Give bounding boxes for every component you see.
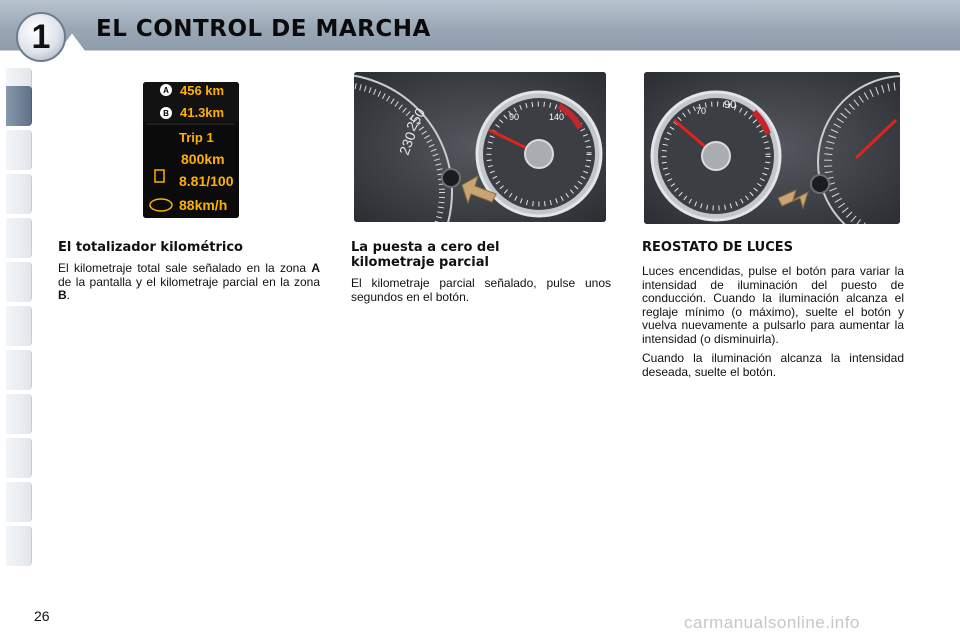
chapter-tab[interactable]: [6, 306, 32, 346]
section-heading: La puesta a cero del kilometraje parcial: [351, 240, 500, 270]
section-body: Luces encendidas, pulse el botón para variar la intensidad de iluminación del puesto de conducción. Cuando la iluminación alcanza el reglaje mínimo (o máximo), suelte el botón y vuelva nuevamente a pulsarlo para aumentar la intensidad (o disminuirla).: [642, 264, 904, 346]
display-partial-km: 41.3km: [180, 105, 225, 120]
body-text: El kilometraje total sale señalado en la zona: [58, 261, 312, 275]
chapter-tab[interactable]: [6, 350, 32, 390]
rheostat-button: [811, 175, 829, 193]
page-number: 26: [34, 608, 50, 624]
trip-reset-photo: [354, 72, 606, 222]
chapter-tab-active[interactable]: [6, 86, 32, 126]
section-heading: REOSTATO DE LUCES: [642, 240, 794, 255]
speed-mark-250: 250: [402, 105, 429, 134]
display-trip-label: Trip 1: [179, 130, 214, 145]
trip-reset-button: [442, 169, 460, 187]
chapter-tab[interactable]: [6, 218, 32, 258]
chapter-tab[interactable]: [6, 438, 32, 478]
section-body: [58, 262, 320, 303]
section-body: Cuando la iluminación alcanza la intensidad deseada, suelte el botón.: [642, 351, 904, 379]
chapter-title: EL CONTROL DE MARCHA: [96, 16, 431, 42]
display-speed: 88km/h: [179, 197, 228, 213]
gauge-mark-90: 90: [509, 112, 520, 122]
rheostat-photo: [644, 72, 900, 224]
section-reostato: [642, 240, 904, 379]
section-heading: El totalizador kilométrico: [58, 240, 243, 255]
zone-b-letter: B: [163, 109, 169, 118]
chapter-number: 1: [31, 18, 51, 56]
chapter-tab[interactable]: [6, 526, 32, 566]
speed-mark-230: 230: [395, 129, 419, 158]
zone-b-ref: B: [58, 288, 67, 302]
section-puesta-cero: [351, 240, 611, 304]
body-text: de la pantalla y el kilometraje parcial en la zona: [58, 274, 320, 289]
watermark: carmanualsonline.info: [684, 613, 860, 632]
gauge-mark-90-right: 90: [724, 99, 737, 111]
chapter-tab[interactable]: [6, 262, 32, 302]
gauge-mark-140: 140: [549, 112, 565, 122]
chapter-tab[interactable]: [6, 394, 32, 434]
chapter-tab[interactable]: [6, 130, 32, 170]
chapter-tabs: [0, 64, 32, 576]
section-body: El kilometraje parcial señalado, pulse unos segundos en el botón.: [351, 276, 611, 304]
chapter-tab[interactable]: [6, 174, 32, 214]
chapter-badge: [16, 12, 66, 62]
zone-a-letter: A: [163, 86, 169, 95]
gauge-mark-70: 70: [696, 106, 707, 116]
odometer-display-photo: [143, 82, 239, 218]
chapter-tab[interactable]: [6, 482, 32, 522]
display-total-km: 456 km: [180, 83, 225, 98]
section-totalizador: [58, 240, 320, 303]
display-distance: 800km: [181, 151, 225, 167]
display-consumption: 8.81/100: [179, 173, 234, 189]
zone-a-ref: A: [311, 261, 320, 275]
body-text: .: [66, 288, 71, 302]
